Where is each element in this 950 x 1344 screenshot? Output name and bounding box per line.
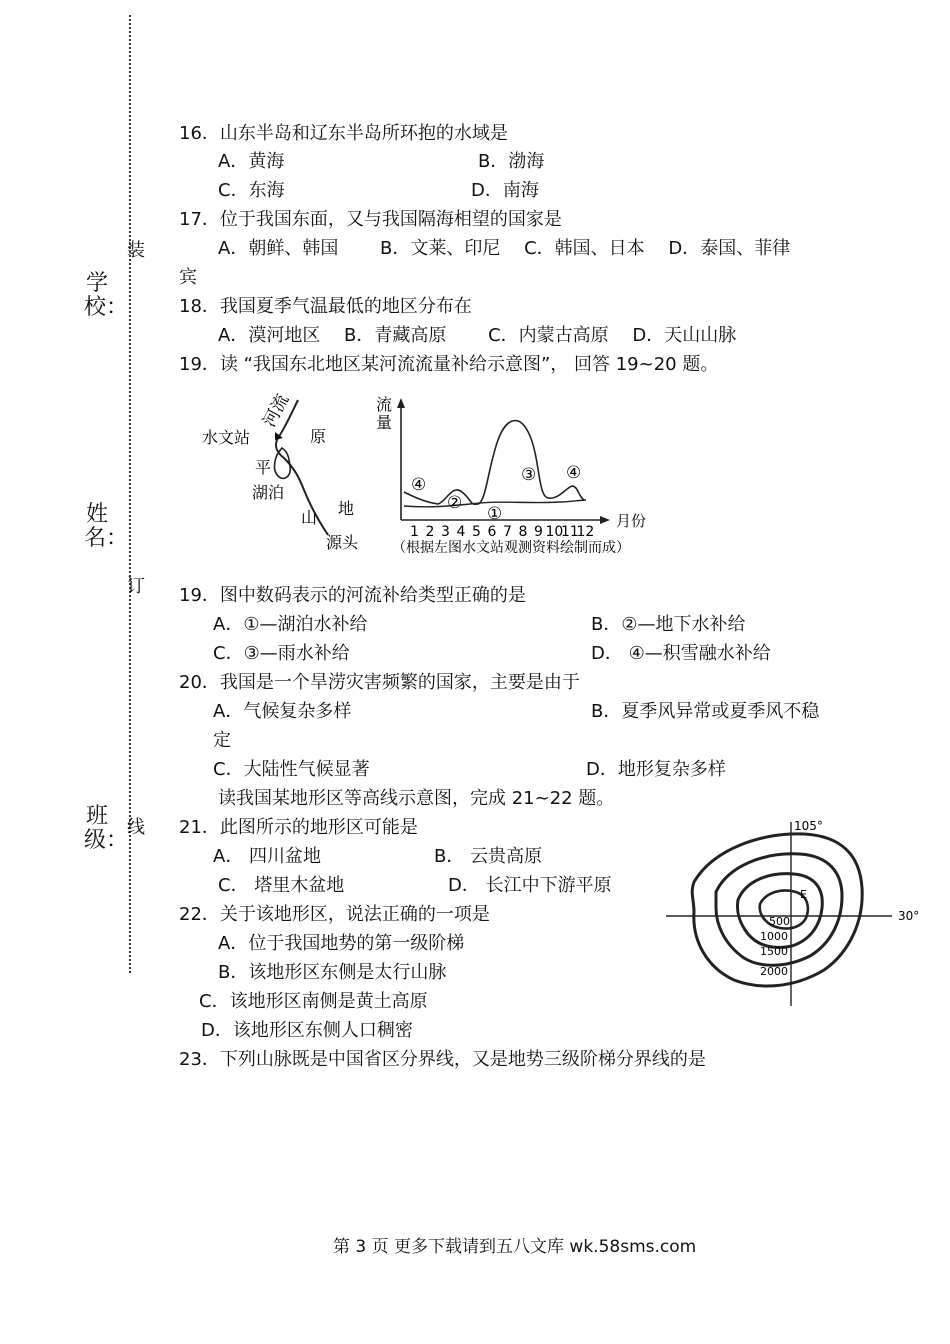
q19-stem: 19．图中数码表示的河流补给类型正确的是 [179,585,526,606]
month-tick: 2 [425,524,435,540]
month-tick: 7 [503,524,512,540]
q20-stem: 20．我国是一个旱涝灾害频繁的国家，主要是由于 [179,672,580,693]
q16-option-b: B．渤海 [478,151,545,172]
supply-marker: ② [447,493,463,513]
x-arrow [600,516,610,524]
month-tick: 12 [576,524,595,540]
q22-option-a: A．位于我国地势的第一级阶梯 [218,933,465,954]
q20-option-c: C．大陆性气候显著 [213,759,370,780]
school-label: 学校： [84,271,129,320]
contour-label-1000: 1000 [760,930,788,943]
latitude-label: 30° [898,909,920,923]
contour-2000 [692,834,862,986]
contour-label-2000: 2000 [760,965,788,978]
mountain-label-1: 山 [301,508,318,527]
q21-option-a: A． 四川盆地 [213,846,322,867]
q21-intro: 读我国某地形区等高线示意图，完成 21~22 题。 [218,788,615,809]
binding-mark-xian: 线 [127,817,145,838]
q22-option-c: C．该地形区南侧是黄土高原 [199,991,428,1012]
page-footer: 第 3 页 更多下载请到五八文库 wk.58sms.com [333,1237,697,1257]
contour-map [664,812,934,1008]
q19-option-b: B．②—地下水补给 [591,614,746,635]
source-label: 源头 [326,533,359,552]
river-sketch-map [200,390,370,560]
month-tick: 11 [561,524,579,540]
month-tick: 3 [441,524,450,540]
lake-label: 湖泊 [252,483,285,502]
plain-label-2: 平 [255,458,272,477]
q16-option-c: C．东海 [218,180,285,201]
month-tick: 8 [518,524,528,540]
q19-option-c: C．③—雨水补给 [213,643,350,664]
longitude-label: 105° [794,819,823,833]
month-tick: 9 [534,524,543,540]
supply-marker: ① [487,504,503,524]
q22-stem: 22．关于该地形区，说法正确的一项是 [179,904,490,925]
q21-option-c: C． 塔里木盆地 [218,875,345,896]
q20-option-b-wrap: 定 [213,730,231,751]
q20-option-d: D．地形复杂多样 [586,759,726,780]
contour-label-1500: 1500 [760,945,788,958]
q17-options: A．朝鲜、韩国 B．文莱、印尼 C．韩国、日本 D．泰国、菲律 [218,238,791,259]
q19-option-d: D． ④—积雪融水补给 [591,643,771,664]
q20-option-a: A．气候复杂多样 [213,701,352,722]
supply-marker: ④ [566,463,582,483]
q21-option-d: D． 长江中下游平原 [448,875,612,896]
flow-chart [370,388,670,560]
month-tick: 6 [487,524,497,540]
supply-marker: ④ [411,475,427,495]
plain-label-1: 原 [310,427,327,446]
month-tick: 5 [472,524,481,540]
q21-stem: 21．此图所示的地形区可能是 [179,817,418,838]
y-label-1: 流 [376,395,393,414]
binding-mark-zhuang: 装 [127,240,145,261]
total-flow-curve [404,421,584,505]
river-label: 河流 [259,391,294,431]
supply-marker: ③ [521,465,537,485]
month-tick: 4 [456,524,466,540]
name-label: 姓名： [84,502,129,551]
y-label-2: 量 [376,413,393,432]
q18-options: A．漠河地区 B．青藏高原 C．内蒙古高原 D．天山山脉 [218,325,737,346]
month-tick: 10 [545,524,564,540]
binding-mark-ding: 订 [127,576,145,597]
q22-option-b: B．该地形区东侧是太行山脉 [218,962,447,983]
q16-option-a: A．黄海 [218,151,285,172]
q18-stem: 18．我国夏季气温最低的地区分布在 [179,296,472,317]
q21-option-b: B． 云贵高原 [434,846,543,867]
mountain-label-2: 地 [338,499,355,518]
chart-note: （根据左图水文站观测资料绘制而成） [392,540,630,556]
q23-stem: 23．下列山脉既是中国省区分界线，又是地势三级阶梯分界线的是 [179,1049,706,1070]
q17-stem: 17．位于我国东面，又与我国隔海相望的国家是 [179,209,562,230]
q22-option-d: D．该地形区东侧人口稠密 [201,1020,413,1041]
q17-wrap: 宾 [179,267,197,288]
contour-label-500: 500 [769,915,790,928]
station-label: 水文站 [202,428,251,447]
q19-option-a: A．①—湖泊水补给 [213,614,368,635]
q16-stem: 16．山东半岛和辽东半岛所环抱的水域是 [179,123,508,144]
class-label: 班级： [84,804,129,853]
x-unit-label: 月份 [616,512,647,530]
q19-intro: 19．读 “我国东北地区某河流流量补给示意图”， 回答 19~20 题。 [179,354,719,375]
q20-option-b: B．夏季风异常或夏季风不稳 [591,701,820,722]
center-label: E [800,888,807,901]
y-arrow [397,398,405,408]
q16-option-d: D．南海 [471,180,539,201]
month-tick: 1 [410,524,419,540]
